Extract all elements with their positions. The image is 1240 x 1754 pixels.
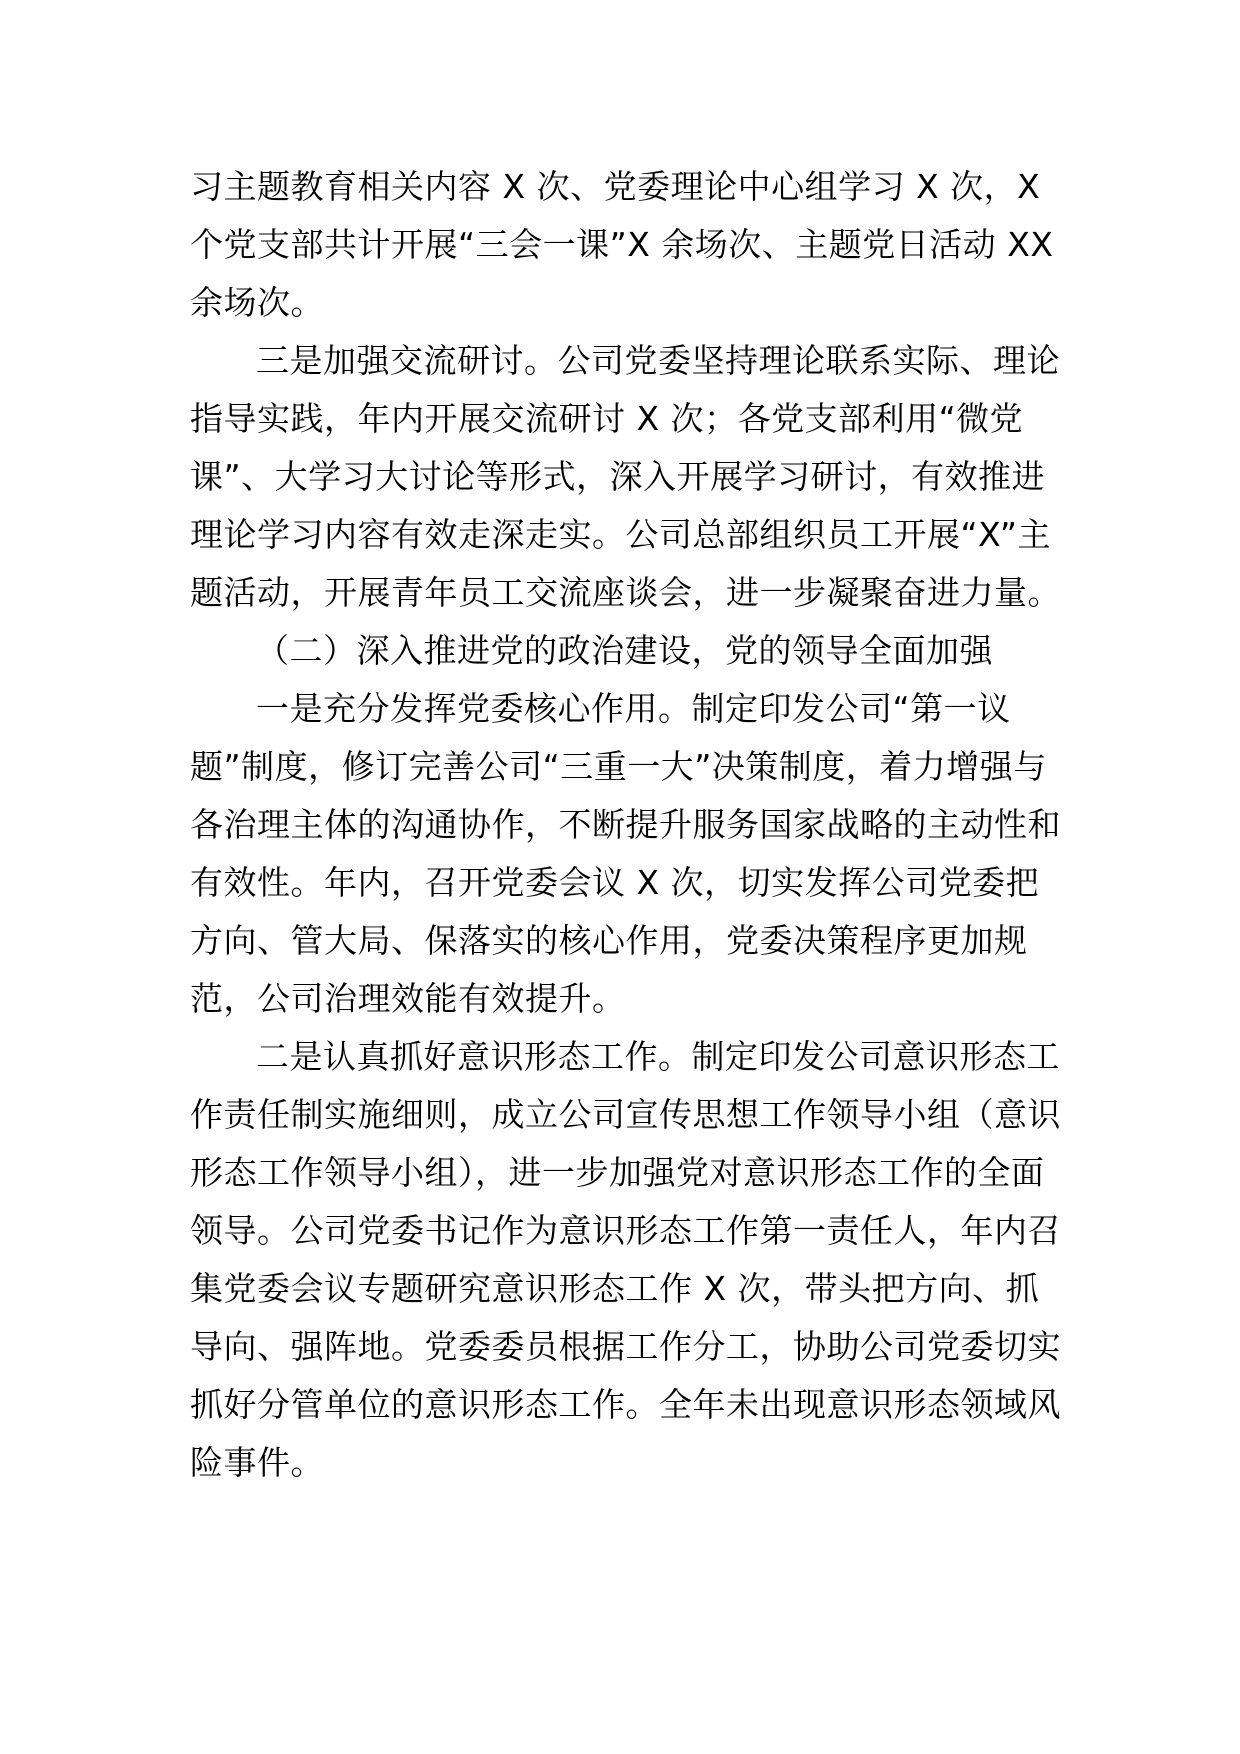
paragraph-party-committee-core-role: 一是充分发挥党委核心作用。制定印发公司“第一议题”制度，修订完善公司“三重一大”决策制度，着力增强与各治理主体的沟通协作，不断提升服务国家战略的主动性和有效性。年内，召开党委会议 X 次，切实发挥公司党委把方向、管大局、保落实的核心作用，党委决策程序更加规范，公司治理效能有效提升。	[190, 689, 1061, 1018]
paragraph-ideology-work: 二是认真抓好意识形态工作。制定印发公司意识形态工作责任制实施细则，成立公司宣传思想工作领导小组（意识形态工作领导小组），进一步加强党对意识形态工作的全面领导。公司党委书记作为意识形态工作第一责任人，年内召集党委会议专题研究意识形态工作 X 次，带头把方向、抓导向、强阵地。党委委员根据工作分工，协助公司党委切实抓好分管单位的意识形态工作。全年未出现意识形态领域风险事件。	[190, 1037, 1061, 1482]
paragraph-exchange-discussion: 三是加强交流研讨。公司党委坚持理论联系实际、理论指导实践，年内开展交流研讨 X 次；各党支部利用“微党课”、大学习大讨论等形式，深入开展学习研讨，有效推进理论学习内容有效走深走实。公司总部组织员工开展“X”主题活动，开展青年员工交流座谈会，进一步凝聚奋进力量。	[190, 341, 1061, 612]
section-heading-political-construction: （二）深入推进党的政治建设，党的领导全面加强	[256, 631, 993, 670]
paragraph-continued-study: 习主题教育相关内容 X 次、党委理论中心组学习 X 次，X 个党支部共计开展“三会一课”X 余场次、主题党日活动 XX 余场次。	[190, 167, 1054, 322]
document-body	[190, 158, 1062, 1492]
